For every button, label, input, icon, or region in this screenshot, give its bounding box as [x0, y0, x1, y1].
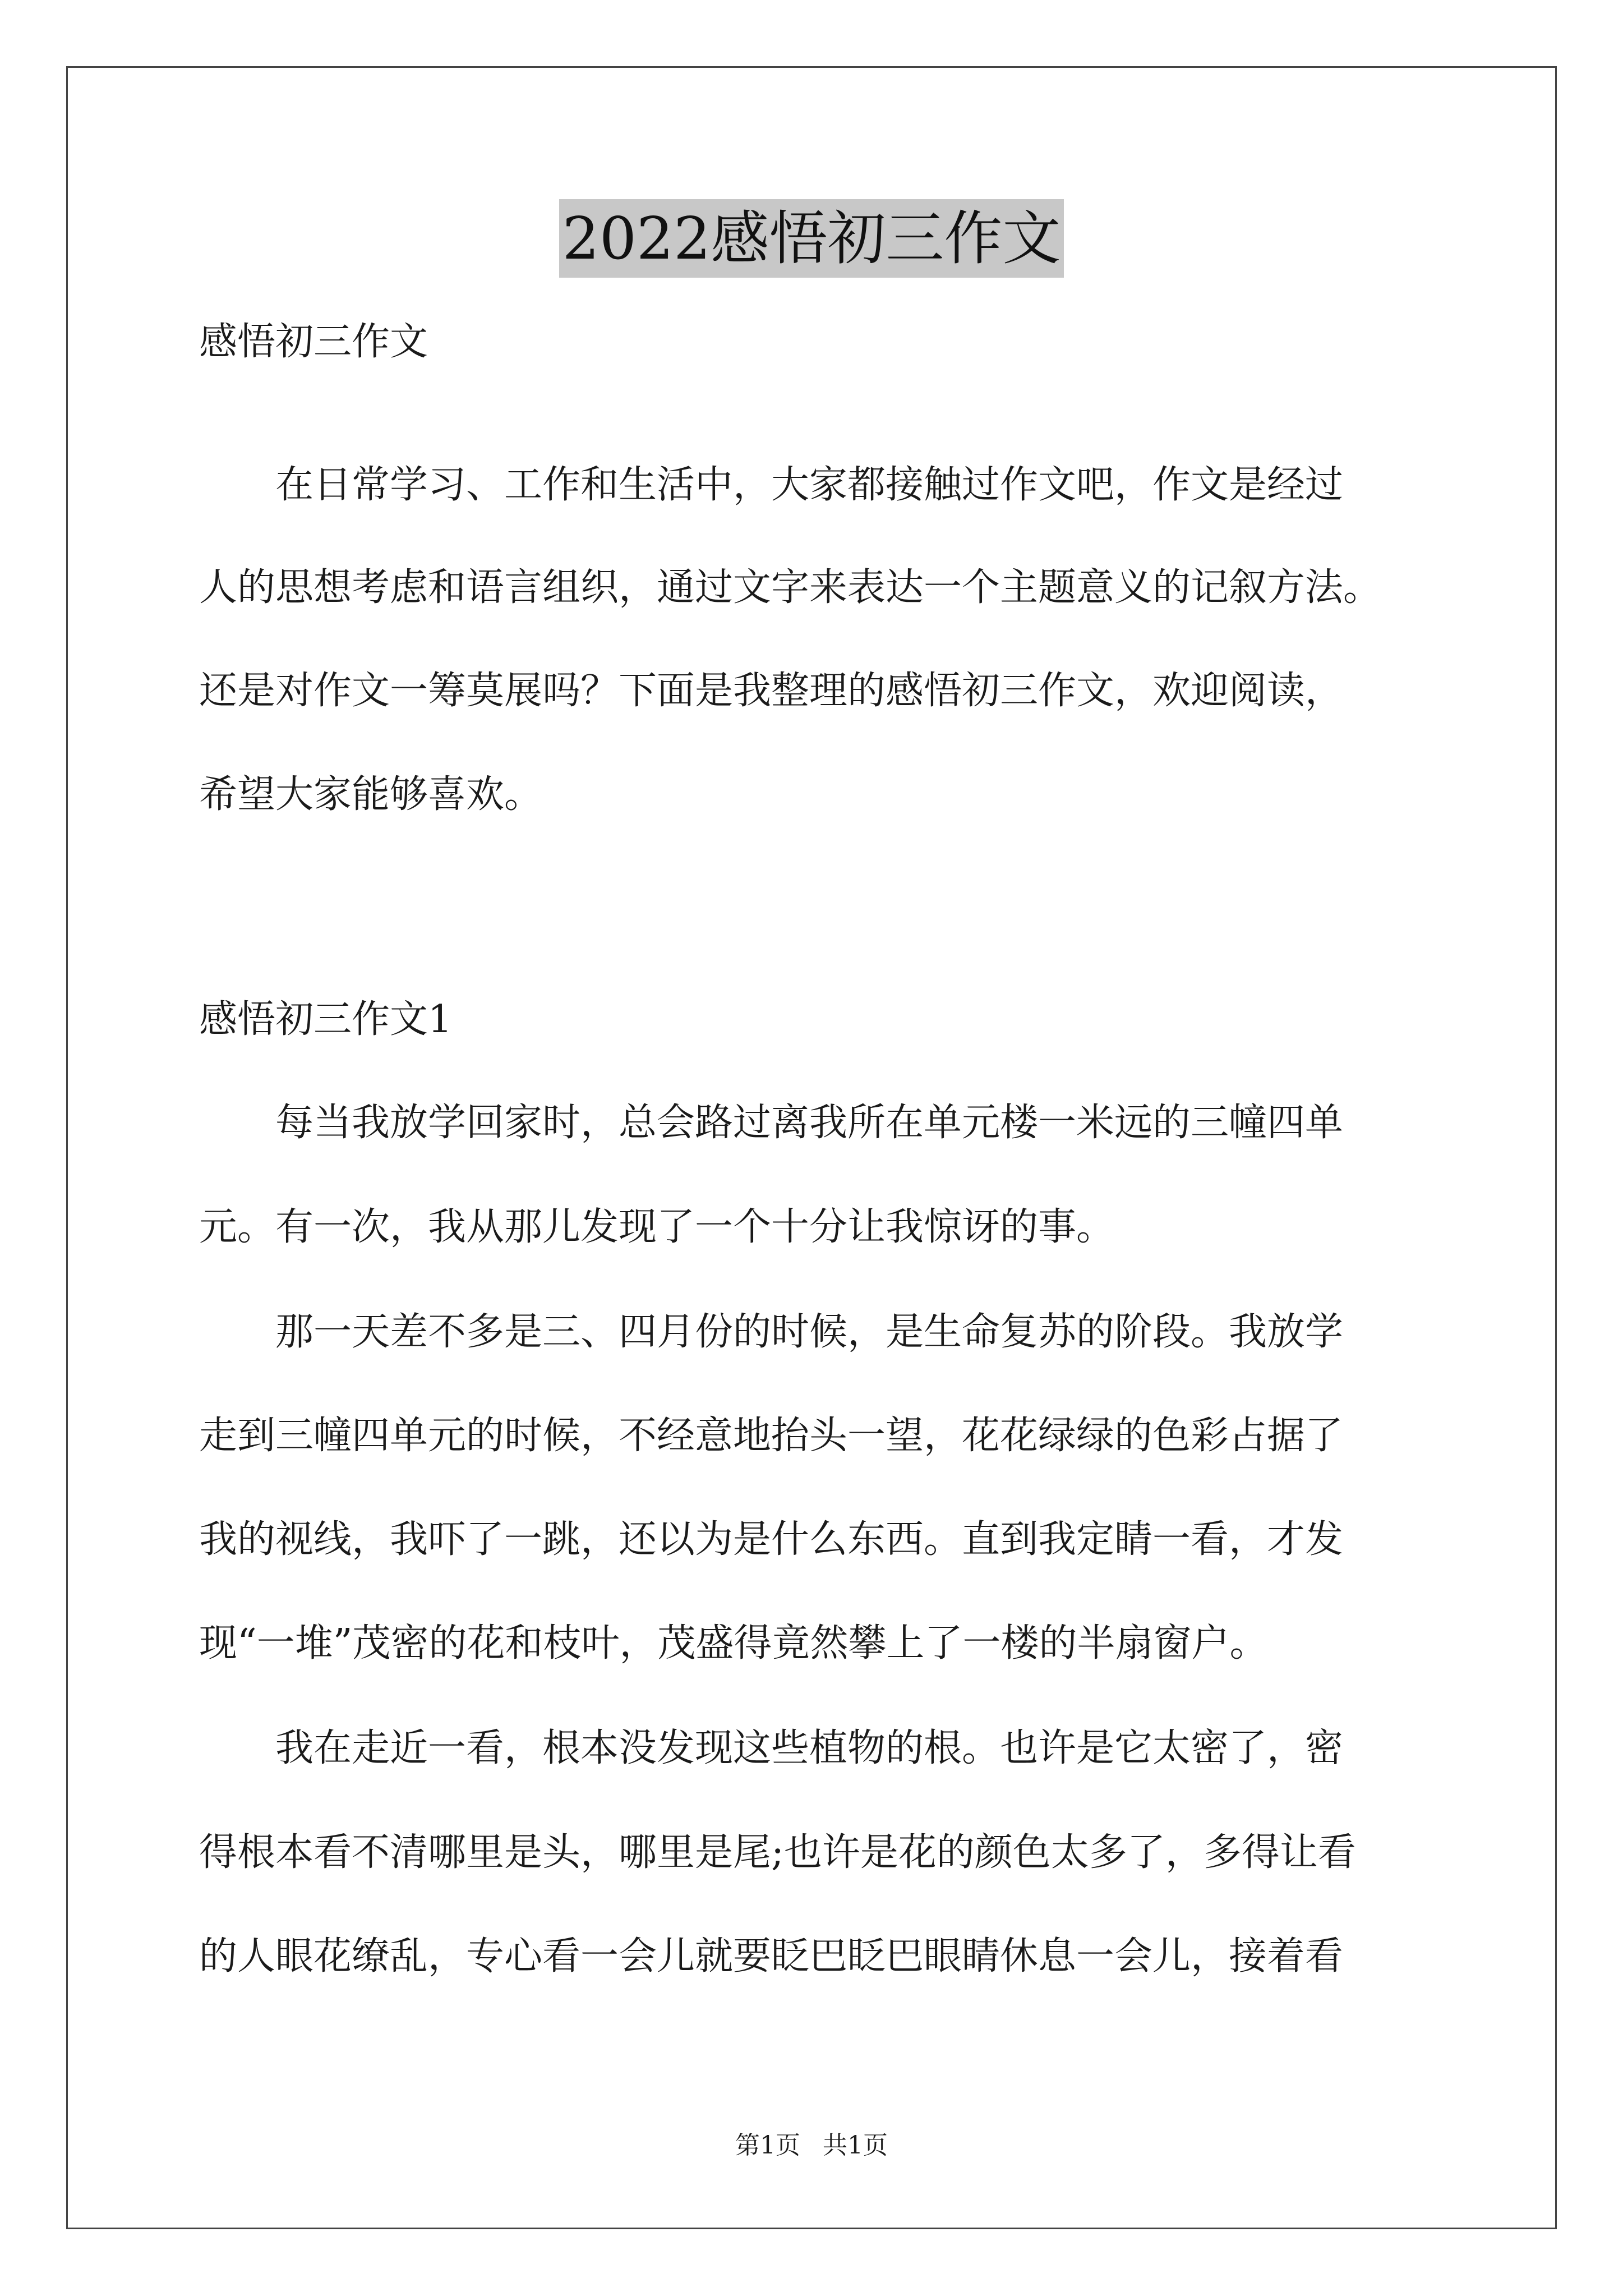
paragraph-line: 在日常学习、工作和生活中，大家都接触过作文吧，作文是经过 [199, 463, 1344, 507]
page-total: 共1页 [823, 2131, 888, 2160]
paragraph-line: 那一天差不多是三、四月份的时候，是生命复苏的阶段。我放学 [199, 1310, 1344, 1354]
section-heading: 感悟初三作文 [199, 320, 428, 364]
paragraph-line: 人的思想考虑和语言组织，通过文字来表达一个主题意义的记叙方法。 [199, 565, 1382, 610]
page-number: 第1页 [735, 2131, 800, 2160]
section-heading: 感悟初三作文1 [199, 997, 453, 1042]
paragraph-line: 我在走近一看，根本没发现这些植物的根。也许是它太密了，密 [199, 1726, 1344, 1770]
paragraph-line: 还是对作文一筹莫展吗？下面是我整理的感悟初三作文，欢迎阅读， [199, 669, 1344, 713]
document-title: 2022感悟初三作文 [559, 199, 1064, 278]
paragraph-line: 的人眼花缭乱，专心看一会儿就要眨巴眨巴眼睛休息一会儿，接着看 [199, 1934, 1344, 1978]
paragraph-line: 每当我放学回家时，总会路过离我所在单元楼一米远的三幢四单 [199, 1101, 1344, 1145]
paragraph-line: 元。有一次，我从那儿发现了一个十分让我惊讶的事。 [199, 1205, 1115, 1249]
paragraph-line: 希望大家能够喜欢。 [199, 772, 543, 817]
paragraph-line: 现“一堆”茂密的花和枝叶，茂盛得竟然攀上了一楼的半扇窗户。 [199, 1621, 1268, 1665]
paragraph-line: 我的视线，我吓了一跳，还以为是什么东西。直到我定睛一看，才发 [199, 1517, 1344, 1562]
title-container [0, 199, 1623, 278]
paragraph-line: 得根本看不清哪里是头，哪里是尾;也许是花的颜色太多了，多得让看 [199, 1830, 1356, 1875]
page-footer [0, 2129, 1623, 2162]
paragraph-line: 走到三幢四单元的时候，不经意地抬头一望，花花绿绿的色彩占据了 [199, 1414, 1344, 1458]
